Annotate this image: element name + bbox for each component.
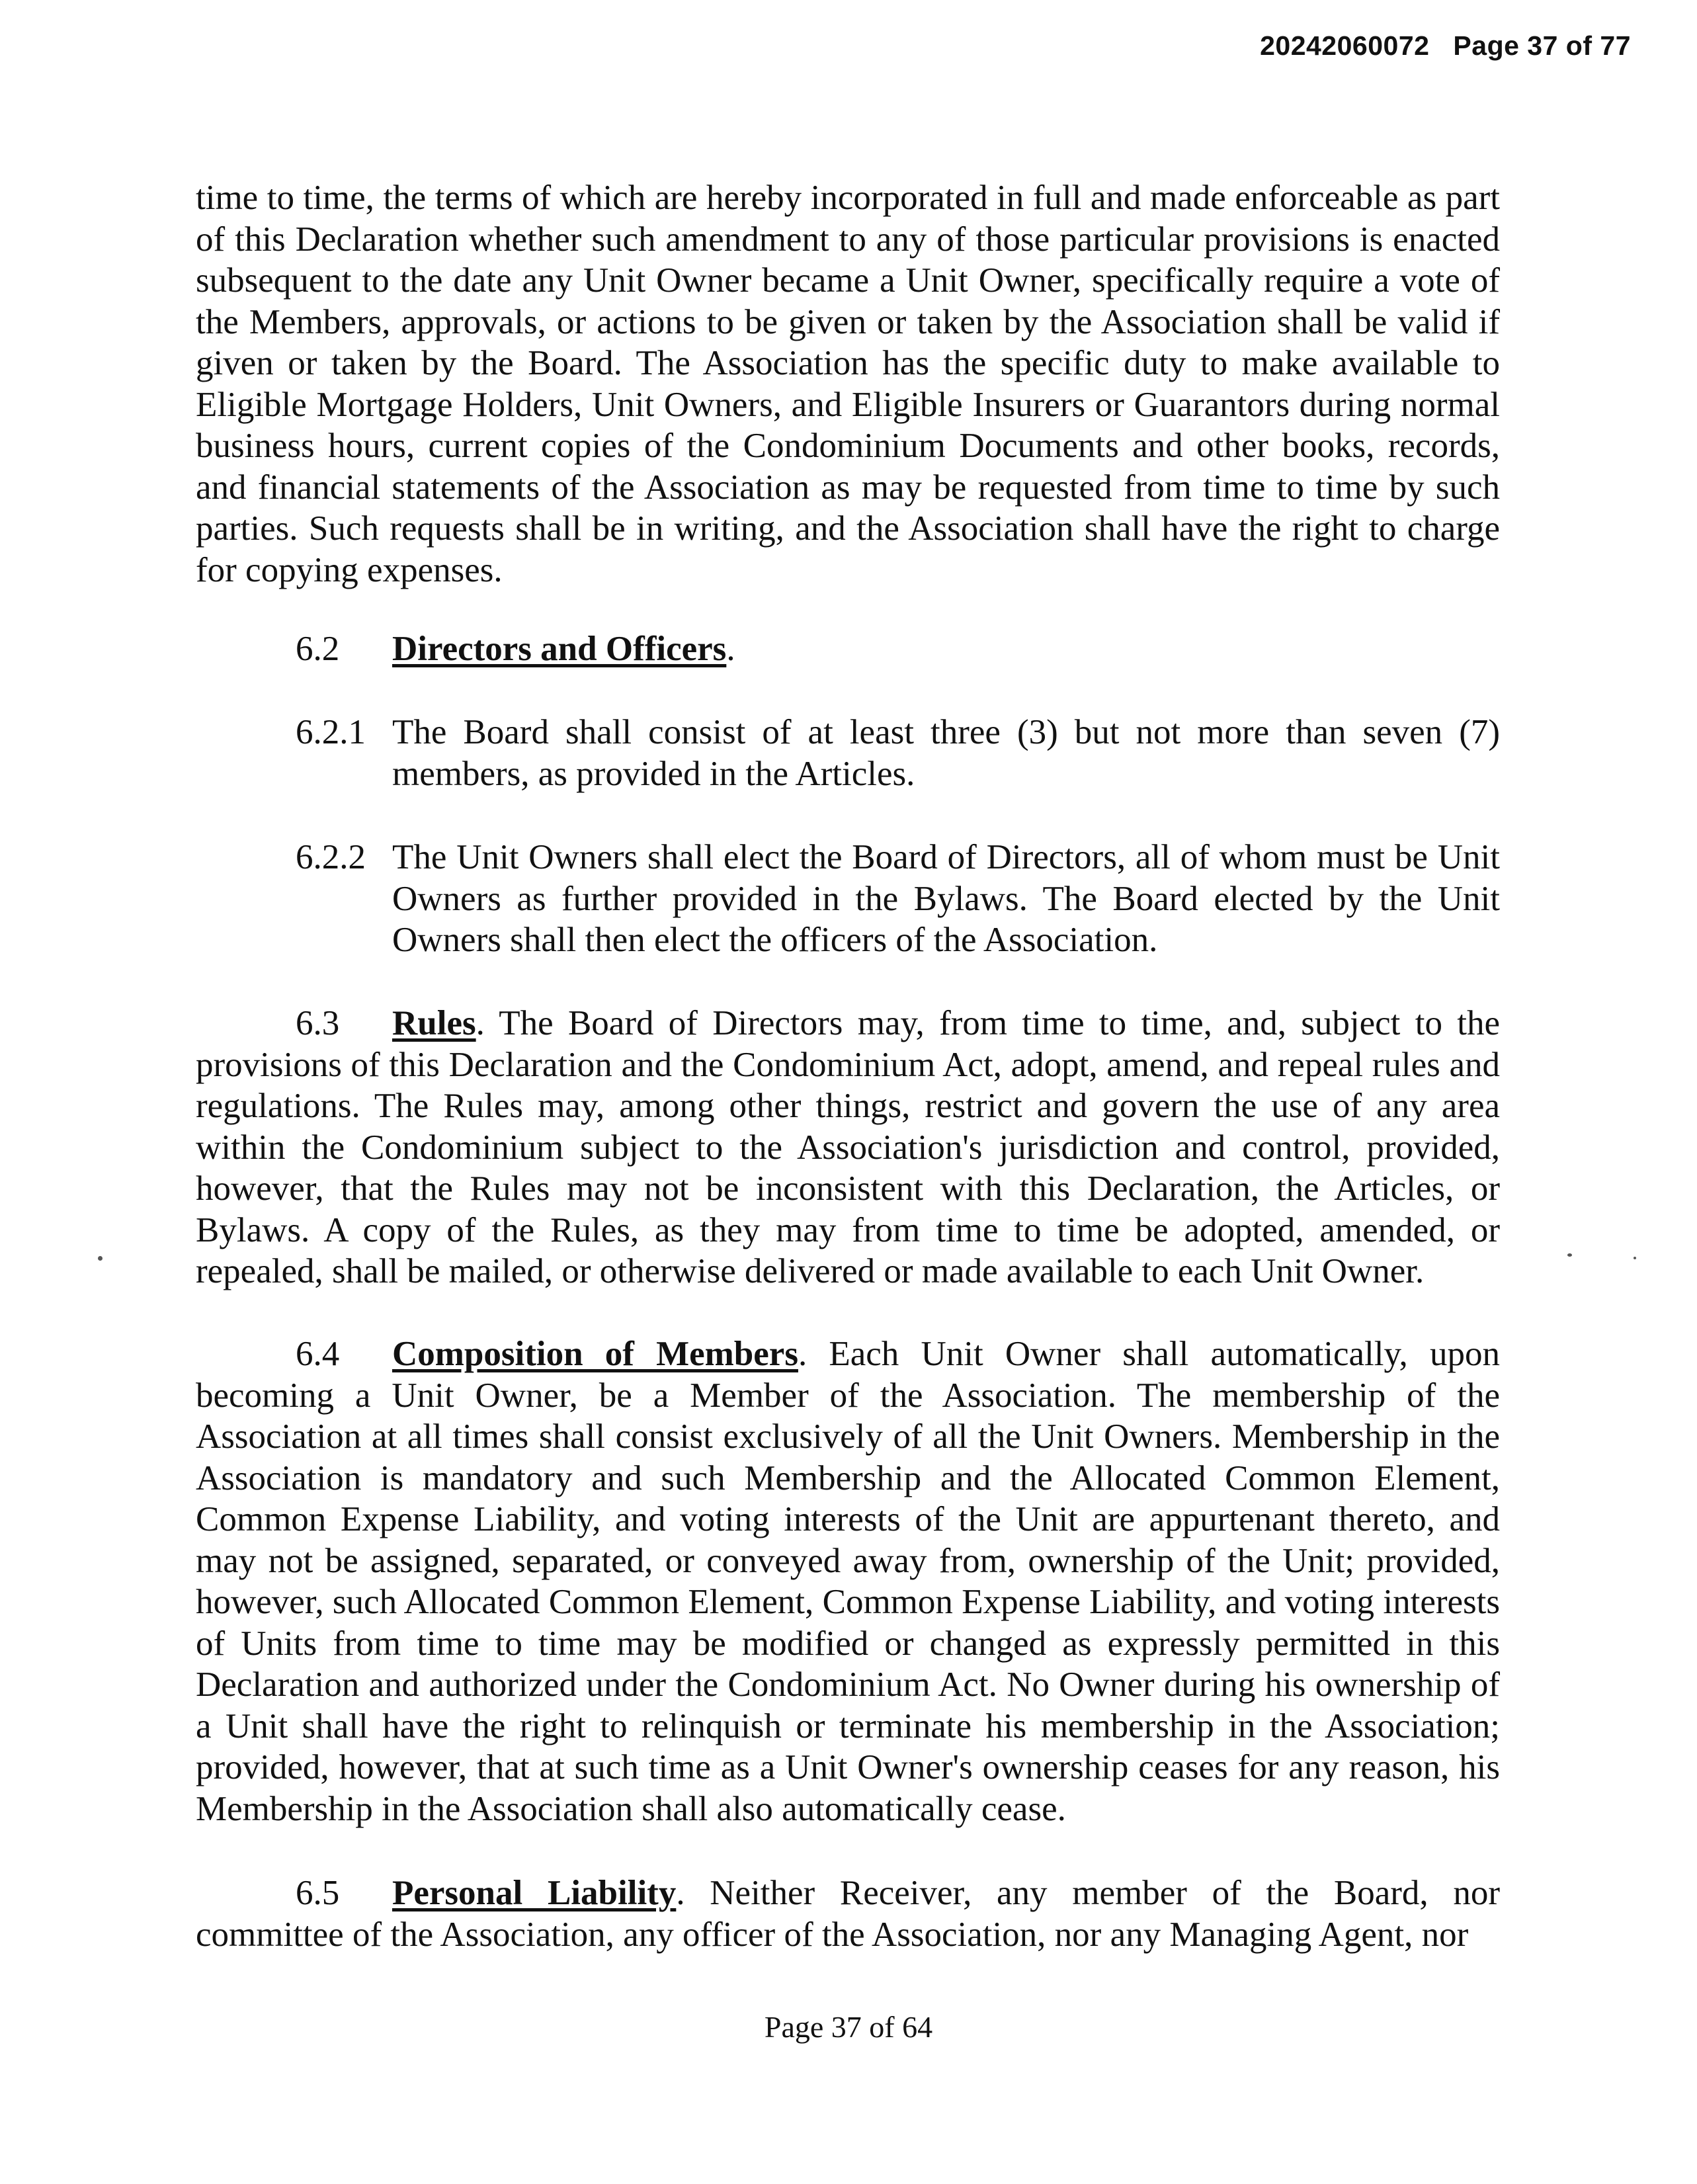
subsection-text: The Unit Owners shall elect the Board of Directors, all of whom must be Unit Owners as further provided in the Bylaws. The Board elected by the Unit Owners shall then elect the officers of the Association. [392,838,1500,959]
subsection-6-2-1 [296,712,1500,794]
section-6-2-heading [296,628,735,670]
section-title: Personal Liability [392,1874,677,1912]
section-text: . Each Unit Owner shall automatically, upon becoming a Unit Owner, be a Member of the Association. The membership of the Association at all times shall consist exclusively of all the Unit Owners. Membership in the Association is mandatory and such Membership and the Allocated Common Element, Common Expense Liability, and voting interests of the Unit are appurtenant thereto, and may not be assigned, separated, or conveyed away from, ownership of the Unit; provided, however, such Allocated Common Element, Common Expense Liability, and voting interests of Units from time to time may be modified or changed as expressly permitted in this Declaration and authorized under the Condominium Act. No Owner during his ownership of a Unit shall have the right to relinquish or terminate his membership in the Association; provided, however, that at such time as a Unit Owner's ownership ceases for any reason, his Membership in the Association shall also automatically cease. [196,1335,1500,1828]
section-number: 6.2 [296,630,340,668]
subsection-number: 6.2.2 [296,838,366,876]
document-number: 20242060072 [1260,30,1430,61]
scan-speck [1567,1253,1572,1257]
section-text: . The Board of Directors may, from time to time, and, subject to the provisions of this Declaration and the Condominium Act, adopt, amend, and repeal rules and regulations. The Rules may, among other things, restrict and govern the use of any area within the Condominium subject to the Association's jurisdiction and control, provided, however, that the Rules may not be inconsistent with this Declaration, the Articles, or Bylaws. A copy of the Rules, as they may from time to time be adopted, amended, or repealed, shall be mailed, or otherwise delivered or made available to each Unit Owner. [196,1004,1500,1290]
section-6-3-rules [196,1003,1500,1292]
continuation-paragraph: time to time, the terms of which are hereby incorporated in full and made enforceable as part of this Declaration whether such amendment to any of those particular provisions is enacted subsequent to the date any Unit Owner became a Unit Owner, specifically require a vote of the Members, approvals, or actions to be given or taken by the Association shall be valid if given or taken by the Board. The Association has the specific duty to make available to Eligible Mortgage Holders, Unit Owners, and Eligible Insurers or Guarantors during normal business hours, current copies of the Condominium Documents and other books, records, and financial statements of the Association as may be requested from time to time by such parties. Such requests shall be in writing, and the Association shall have the right to charge for copying expenses. [196,179,1500,589]
section-6-4-composition [196,1333,1500,1829]
section-number: 6.3 [296,1004,340,1042]
page-footer: Page 37 of 64 [764,2010,933,2044]
subsection-text: The Board shall consist of at least three (3) but not more than seven (7) members, as provided in the Articles. [392,713,1500,793]
section-title: Rules [392,1004,476,1042]
scan-speck [1634,1257,1636,1259]
section-title: Composition of Members [392,1335,798,1373]
scan-speck [98,1256,103,1261]
section-title: Directors and Officers [392,630,727,668]
section-title-period: . [726,630,735,668]
section-text: . Neither Receiver, any member of the Board, nor committee of the Association, any officer of the Association, nor any Managing Agent, nor [196,1874,1500,1954]
section-number: 6.4 [296,1335,340,1373]
subsection-number: 6.2.1 [296,713,366,751]
section-number: 6.5 [296,1874,340,1912]
recording-header [1260,30,1631,62]
subsection-6-2-2 [296,837,1500,961]
section-6-5-liability [196,1872,1500,1955]
recording-page-label: Page 37 of 77 [1453,30,1631,61]
